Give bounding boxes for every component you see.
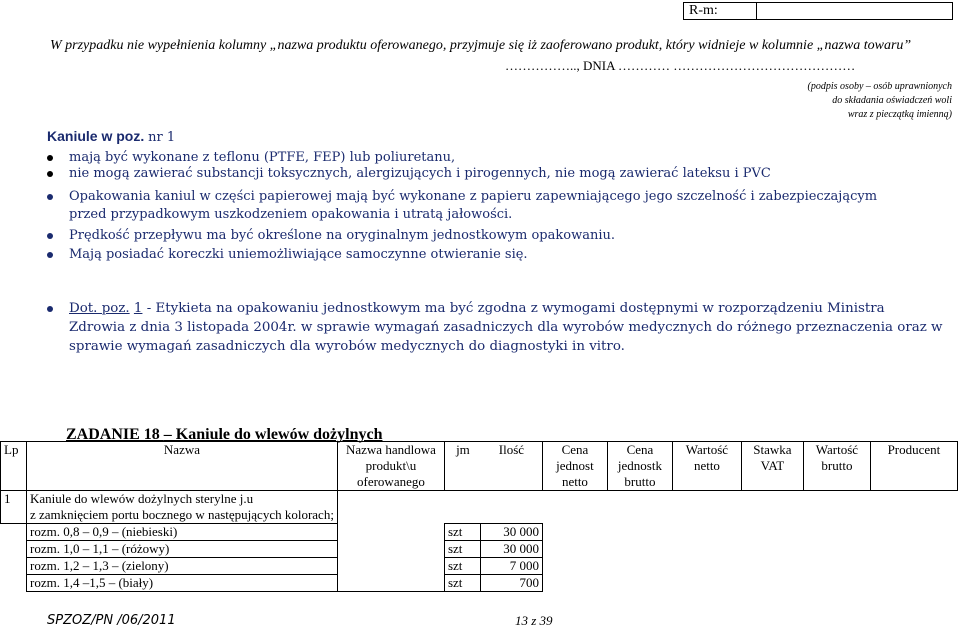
col-stawka-vat: Stawka VAT: [741, 442, 803, 491]
cell-name: [27, 491, 338, 524]
para-line-1: - Etykieta na opakowaniu jednostkowym ma być zgodna z wymogami dostępnymi w rozporządzeniu Ministra: [142, 301, 885, 316]
table-row: [1, 491, 958, 524]
table-header-row: [1, 442, 958, 491]
bullet-text: nie mogą zawierać substancji toksycznych, alergizujących i pirogennych, nie mogą zawierać lateksu i PVC: [69, 166, 771, 181]
cell-jm: szt: [444, 541, 481, 558]
cell-size: rozm. 0,8 – 0,9 – (niebieski): [27, 524, 338, 541]
col-lp: Lp: [1, 442, 27, 491]
bullet-text: Prędkość przepływu ma być określone na oryginalnym jednostkowym opakowaniu.: [69, 228, 615, 243]
rm-box: [683, 2, 953, 20]
cell-size: rozm. 1,2 – 1,3 – (zielony): [27, 558, 338, 575]
table-row: [1, 575, 958, 592]
col-ilosc: Ilość: [481, 442, 543, 491]
para-line-3: sprawie wymagań zasadniczych dla wyrobów medycznych do diagnostyki in vitro.: [69, 339, 625, 354]
col-cena-netto: Cena jednost netto: [542, 442, 607, 491]
para-line-2: Zdrowia z dnia 3 listopada 2004r. w sprawie wymagań zasadniczych dla wyrobów medycznych do różnego przeznaczenia oraz w: [69, 320, 943, 335]
bullet-dot-icon: [47, 233, 53, 239]
bullet-dot-icon: [47, 171, 53, 177]
table-row: [1, 524, 958, 541]
cell-qty: 30 000: [481, 541, 543, 558]
item-name-line-1: Kaniule do wlewów dożylnych sterylne j.u: [30, 491, 254, 506]
bullet-text: mają być wykonane z teflonu (PTFE, FEP) lub poliuretanu,: [69, 150, 456, 165]
signature-line-3: wraz z pieczątką imienną): [847, 109, 952, 120]
items-table: [0, 441, 958, 592]
cell-qty: 30 000: [481, 524, 543, 541]
bullet-dot-icon: [47, 306, 53, 312]
place-date-line: …………….., DNIA ………… ……………………………………: [505, 58, 856, 73]
table-row: [1, 541, 958, 558]
signature-line-1: (podpis osoby – osób uprawnionych: [807, 81, 952, 92]
document-reference: SPZOZ/PN /06/2011: [47, 613, 176, 628]
bullet-text: Mają posiadać koreczki uniemożliwiające samoczynne otwieranie się.: [69, 247, 528, 262]
bullet-text: Opakowania kaniul w części papierowej mają być wykonane z papieru zapewniającego jego szczelność i zabezpieczającym: [69, 189, 878, 204]
rm-value-field[interactable]: [756, 2, 953, 20]
cell-size: rozm. 1,0 – 1,1 – (różowy): [27, 541, 338, 558]
heading-text: Kaniule w poz.: [47, 128, 145, 144]
col-wartosc-netto: Wartość netto: [672, 442, 741, 491]
task-title-prefix: ZADANIE 18: [66, 426, 164, 443]
rm-label: R-m:: [683, 2, 757, 20]
dot-poz-number: 1: [133, 301, 143, 316]
cell-jm: szt: [444, 558, 481, 575]
col-wartosc-brutto: Wartość brutto: [803, 442, 870, 491]
bullet-dot-icon: [47, 155, 53, 161]
task-title-rest: – Kaniule do wlewów dożylnych: [163, 426, 383, 443]
cell-empty: [337, 491, 957, 524]
col-nazwa: Nazwa: [27, 442, 338, 491]
cell-qty: 7 000: [481, 558, 543, 575]
section-heading: [47, 128, 175, 145]
dot-poz-label: Dot. poz.: [69, 301, 130, 316]
heading-number: nr 1: [148, 130, 176, 145]
item-name-line-2: z zamknięciem portu bocznego w następujących kolorach;: [30, 507, 334, 522]
cell-jm: szt: [444, 575, 481, 592]
cell-qty: 700: [481, 575, 543, 592]
cell-lp: 1: [1, 491, 27, 524]
signature-line-2: do składania oświadczeń woli: [832, 95, 952, 106]
label-requirement-paragraph: [69, 299, 959, 356]
cell-size: rozm. 1,4 –1,5 – (biały): [27, 575, 338, 592]
product-name-note: W przypadku nie wypełnienia kolumny „nazwa produktu oferowanego, przyjmuje się iż zaoferowano produkt, który widnieje w kolumnie „nazwa towaru”: [50, 38, 912, 53]
bullet-dot-icon: [47, 252, 53, 258]
col-nazwa-handlowa: Nazwa handlowa produkt\u oferowanego: [337, 442, 444, 491]
bullet-dot-icon: [47, 194, 53, 200]
table-row: [1, 558, 958, 575]
signature-caption: [792, 80, 952, 122]
col-producent: Producent: [870, 442, 957, 491]
col-cena-brutto: Cena jednostk brutto: [607, 442, 672, 491]
col-jm: jm: [444, 442, 481, 491]
page-number: 13 z 39: [515, 613, 553, 628]
bullet-text: przed przypadkowym uszkodzeniem opakowania i utratą jałowości.: [69, 207, 513, 222]
cell-jm: szt: [444, 524, 481, 541]
